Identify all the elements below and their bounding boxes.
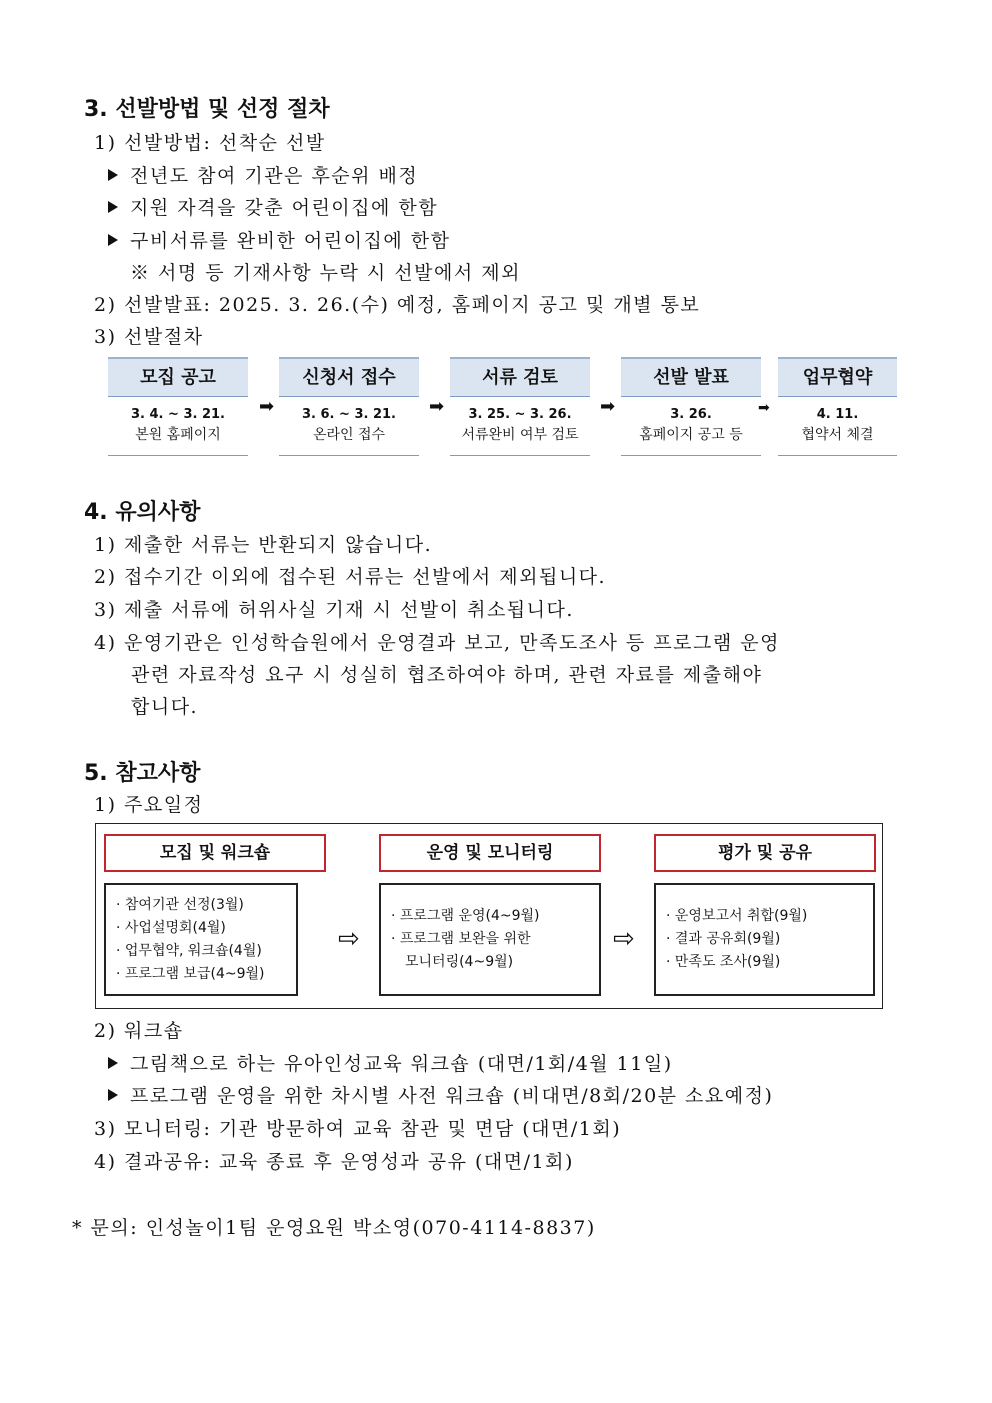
triangle-bullet-icon (108, 201, 118, 213)
detail-line: · 프로그램 보급(4~9월) (116, 965, 265, 982)
selection-announcement: 2) 선발발표: 2025. 3. 26.(수) 예정, 홈페이지 공고 및 개별 통보 (94, 294, 701, 316)
selection-method: 1) 선발방법: 선착순 선발 (94, 132, 326, 154)
step-date: 3. 26. (670, 407, 712, 422)
step-label: 업무협약 (778, 357, 897, 397)
workshop-label: 2) 워크숍 (94, 1020, 184, 1042)
triangle-bullet-icon (108, 1089, 118, 1101)
arrow-right-icon: ➡ (758, 400, 770, 416)
step-desc: 서류완비 여부 검토 (461, 427, 579, 443)
detail-line: · 결과 공유회(9월) (666, 931, 781, 947)
notice-item: 1) 제출한 서류는 반환되지 않습니다. (94, 534, 433, 556)
bullet-item: 전년도 참여 기관은 후순위 배정 (108, 161, 418, 188)
contact-info: * 문의: 인성놀이1팀 운영요원 박소영(070-4114-8837) (72, 1217, 596, 1239)
detail-line: 모니터링(4~9월) (405, 954, 514, 970)
detail-line: · 참여기관 선정(3월) (116, 896, 244, 913)
phase-details (104, 883, 298, 996)
detail-line: · 업무협약, 워크숍(4월) (116, 942, 262, 959)
step-label: 서류 검토 (450, 357, 590, 397)
detail-line: · 프로그램 보완을 위한 (391, 931, 531, 947)
monitoring-item: 3) 모니터링: 기관 방문하여 교육 참관 및 면담 (대면/1회) (94, 1118, 622, 1140)
detail-line: · 프로그램 운영(4~9월) (391, 908, 540, 924)
section-4-title: 4. 유의사항 (84, 500, 201, 525)
procedure-step (621, 357, 761, 444)
step-date: 3. 4. ~ 3. 21. (131, 407, 225, 422)
arrow-right-icon: ➡ (259, 396, 275, 417)
notice-item-continued: 합니다. (131, 696, 199, 718)
step-label: 신청서 접수 (279, 357, 419, 397)
detail-line: · 사업설명회(4월) (116, 919, 226, 936)
bullet-item: 프로그램 운영을 위한 차시별 사전 워크숍 (비대면/8회/20분 소요예정) (108, 1081, 773, 1108)
hollow-arrow-icon: ⇨ (613, 924, 635, 954)
phase-header: 운영 및 모니터링 (379, 834, 601, 872)
section-3-title: 3. 선발방법 및 선정 절차 (84, 97, 330, 122)
arrow-right-icon: ➡ (600, 396, 616, 417)
step-label: 모집 공고 (108, 357, 248, 397)
bullet-item: 지원 자격을 갖춘 어린이집에 한함 (108, 193, 438, 220)
step-desc: 온라인 접수 (312, 427, 386, 443)
detail-line: · 운영보고서 취합(9월) (666, 908, 808, 924)
step-date: 3. 25. ~ 3. 26. (468, 407, 572, 422)
hollow-arrow-icon: ⇨ (338, 924, 360, 954)
notice-item: 2) 접수기간 이외에 접수된 서류는 선발에서 제외됩니다. (94, 566, 607, 588)
section-5-title: 5. 참고사항 (84, 761, 201, 786)
exclusion-note: ※ 서명 등 기재사항 누락 시 선발에서 제외 (130, 262, 521, 284)
procedure-step (450, 357, 590, 444)
triangle-bullet-icon (108, 169, 118, 181)
notice-item: 4) 운영기관은 인성학습원에서 운영결과 보고, 만족도조사 등 프로그램 운영 (94, 632, 780, 654)
triangle-bullet-icon (108, 234, 118, 246)
notice-item: 3) 제출 서류에 허위사실 기재 시 선발이 취소됩니다. (94, 599, 574, 621)
result-sharing-item: 4) 결과공유: 교육 종료 후 운영성과 공유 (대면/1회) (94, 1151, 574, 1173)
bullet-item: 구비서류를 완비한 어린이집에 한함 (108, 226, 450, 253)
procedure-step (108, 357, 248, 444)
step-desc: 홈페이지 공고 등 (639, 427, 743, 443)
step-desc: 본원 홈페이지 (135, 427, 221, 443)
notice-item-continued: 관련 자료작성 요구 시 성실히 협조하여야 하며, 관련 자료를 제출해야 (131, 664, 763, 686)
phase-header: 평가 및 공유 (654, 834, 876, 872)
step-label: 선발 발표 (621, 357, 761, 397)
phase-header: 모집 및 워크숍 (104, 834, 326, 872)
bullet-item: 그림책으로 하는 유아인성교육 워크숍 (대면/1회/4월 11일) (108, 1049, 673, 1076)
arrow-right-icon: ➡ (429, 396, 445, 417)
triangle-bullet-icon (108, 1057, 118, 1069)
step-desc: 협약서 체결 (801, 427, 874, 443)
procedure-step (778, 357, 897, 444)
procedure-step (279, 357, 419, 444)
phase-details (654, 883, 875, 996)
schedule-diagram (95, 823, 883, 1009)
key-schedule-label: 1) 주요일정 (94, 794, 204, 816)
selection-procedure-label: 3) 선발절차 (94, 326, 204, 348)
phase-details (379, 883, 601, 996)
detail-line: · 만족도 조사(9월) (666, 954, 781, 970)
step-date: 3. 6. ~ 3. 21. (302, 407, 396, 422)
step-date: 4. 11. (816, 407, 859, 422)
